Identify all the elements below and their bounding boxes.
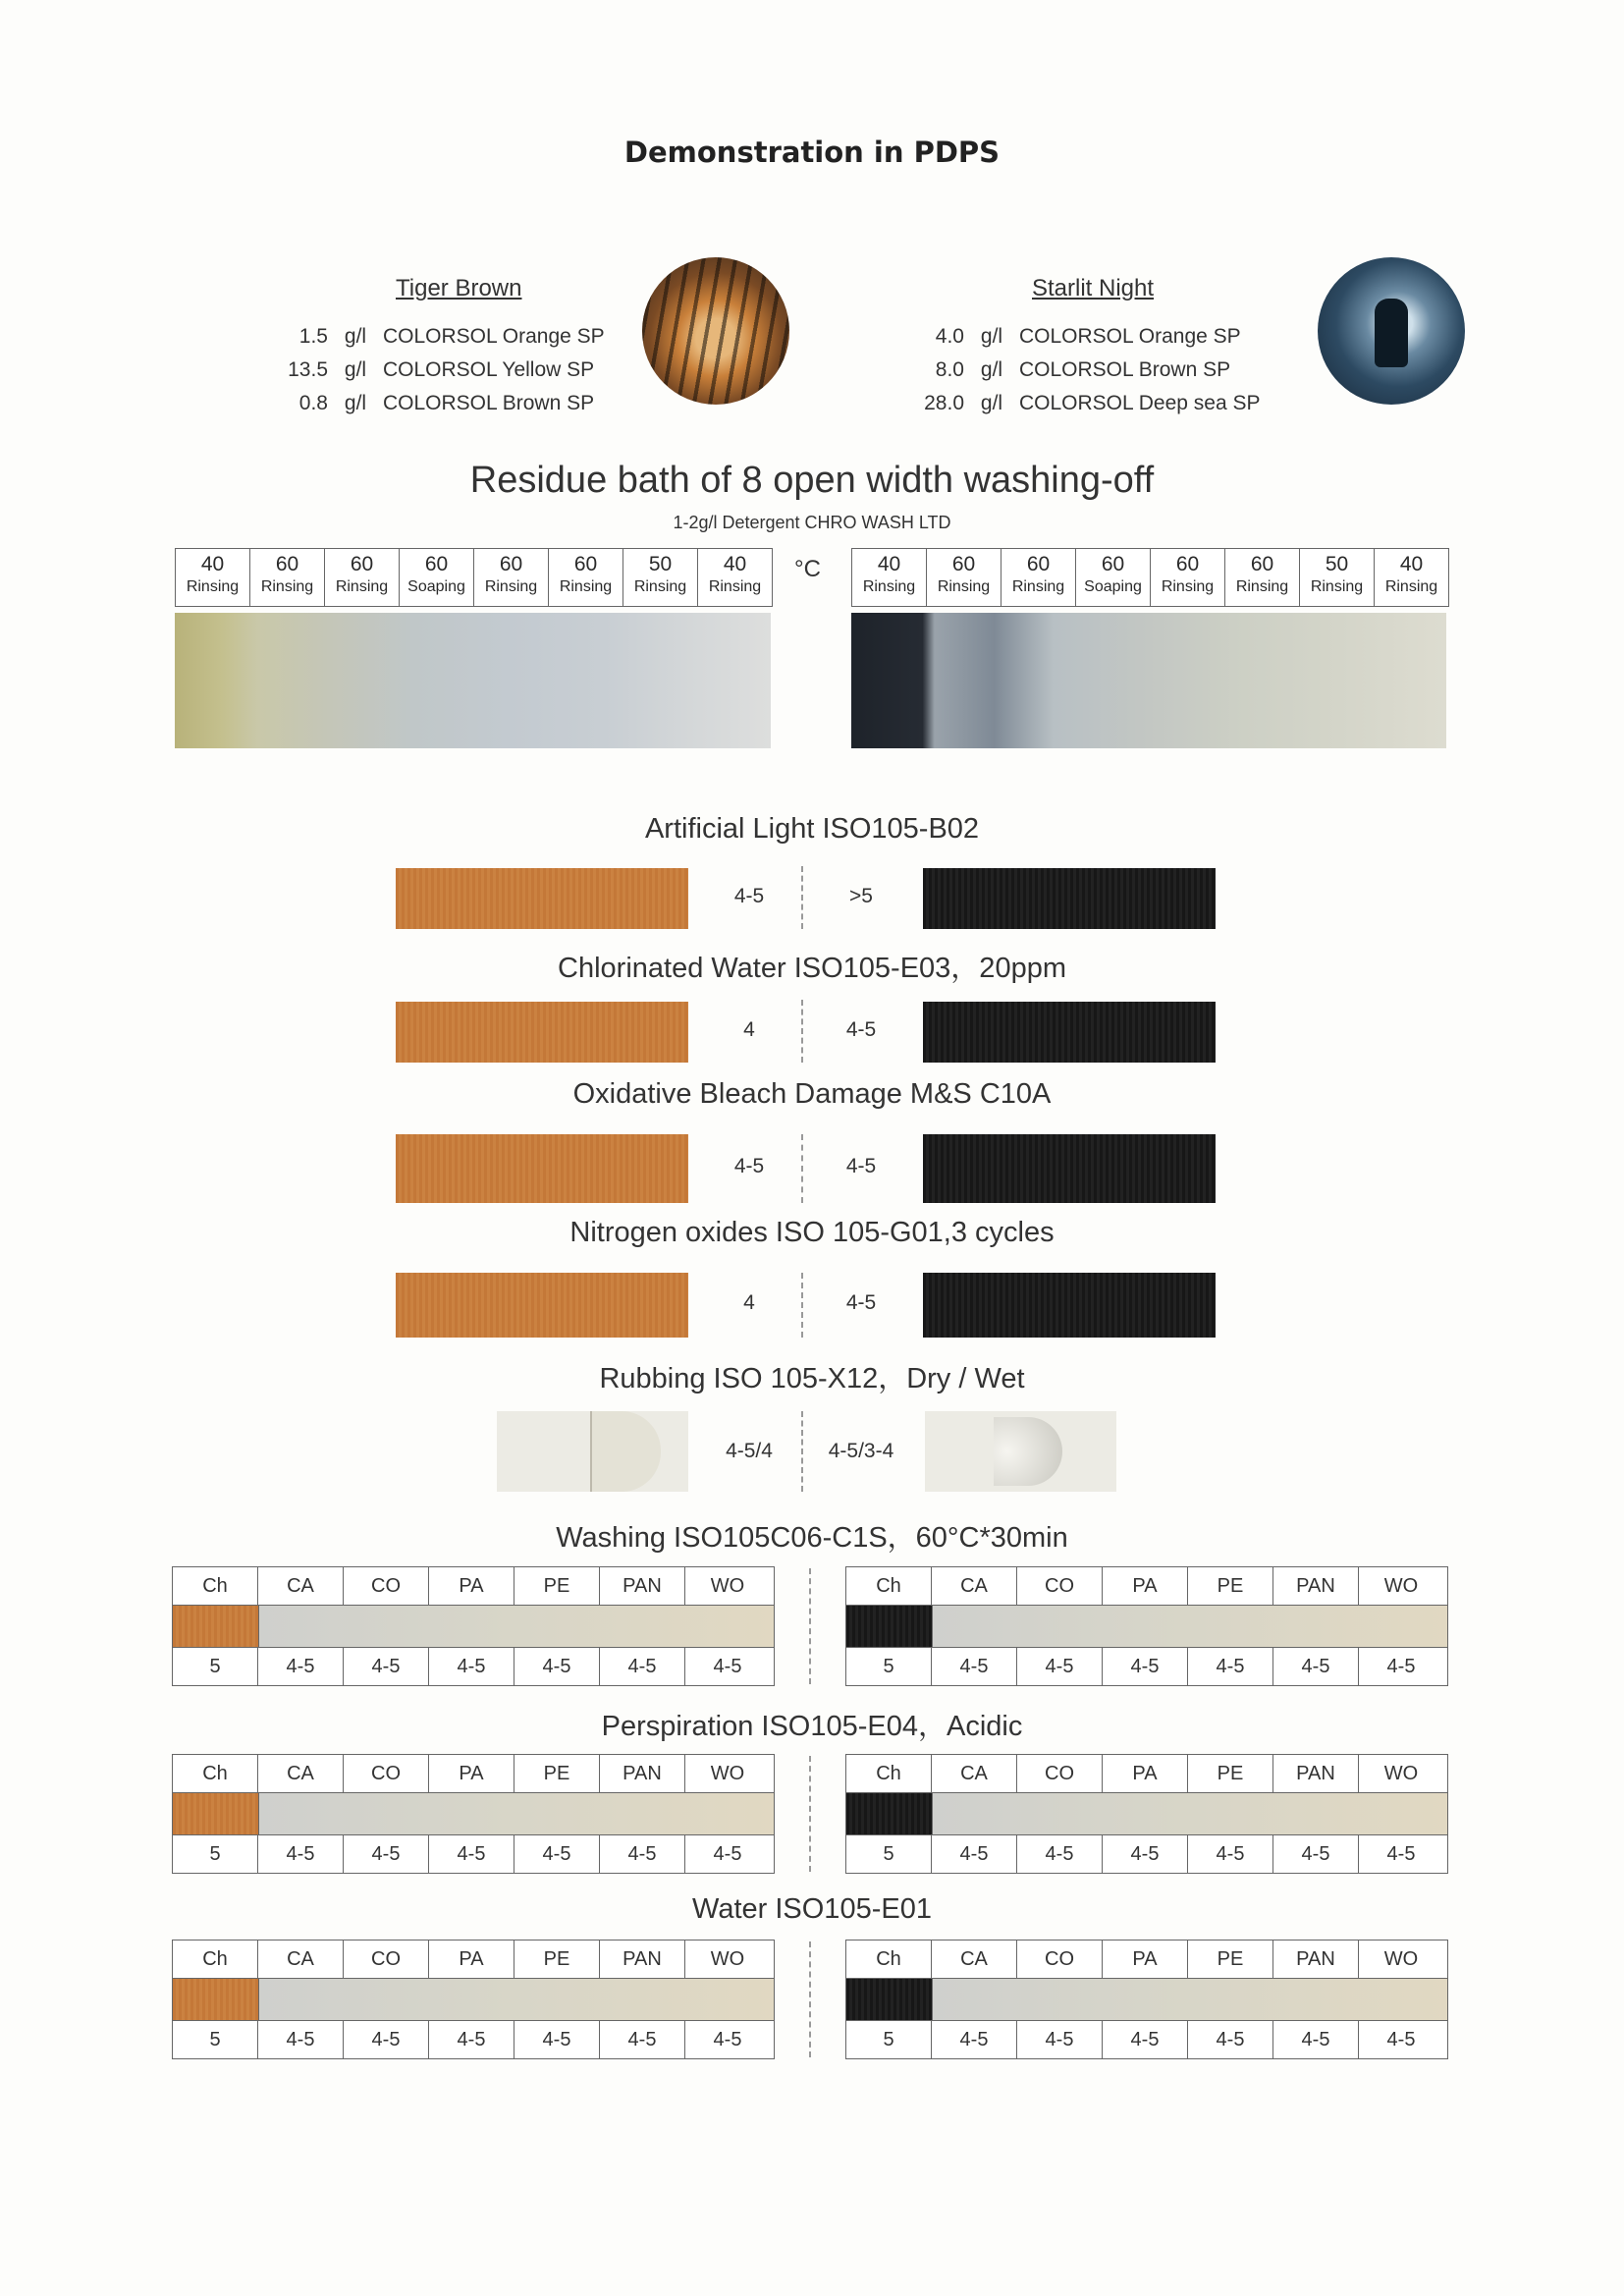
bath-step: 60 Rinsing — [250, 549, 325, 606]
swatch-starlit-night — [923, 1273, 1216, 1338]
multifiber-strip — [173, 1792, 774, 1835]
bath-step: 60 Rinsing — [927, 549, 1001, 606]
grade-right: 4-5 — [845, 1155, 877, 1177]
bath-step: 50 Rinsing — [1300, 549, 1375, 606]
bath-step: 60 Rinsing — [549, 549, 623, 606]
section-title-perspiration: Perspiration ISO105-E04，Acidic — [601, 1711, 1023, 1742]
residue-subtitle: 1-2g/l Detergent CHRO WASH LTD — [673, 513, 951, 532]
bath-step: 60 Rinsing — [1151, 549, 1225, 606]
bath-steps-right — [851, 548, 1449, 607]
rubbing-cloth-starlit-night — [925, 1411, 1116, 1492]
multifiber-strip — [846, 1978, 1447, 2021]
fiber-grade-row: 5 4-5 4-5 4-5 4-5 4-5 4-5 — [173, 1835, 774, 1873]
recipe-row: 8.0 g/l COLORSOL Brown SP — [935, 358, 1231, 381]
recipe-row: 13.5 g/l COLORSOL Yellow SP — [288, 358, 595, 381]
grade-left: 4-5 — [733, 885, 765, 907]
fiber-grade-row: 5 4-5 4-5 4-5 4-5 4-5 4-5 — [846, 2021, 1447, 2058]
recipe-row: 1.5 g/l COLORSOL Orange SP — [298, 325, 605, 348]
multifiber-table-tiger-brown — [172, 1754, 775, 1874]
section-title-rubbing: Rubbing ISO 105-X12，Dry / Wet — [599, 1363, 1025, 1394]
rubbing-cloth-tiger-brown — [497, 1411, 688, 1492]
multifiber-table-starlit-night — [845, 1566, 1448, 1686]
multifiber-table-starlit-night — [845, 1754, 1448, 1874]
recipe-row: 0.8 g/l COLORSOL Brown SP — [298, 392, 595, 414]
divider — [809, 1756, 811, 1872]
fiber-grade-row: 5 4-5 4-5 4-5 4-5 4-5 4-5 — [846, 1648, 1447, 1685]
swatch-tiger-brown — [396, 1273, 688, 1338]
fiber-header-row: Ch CA CO PA PE PAN WO — [173, 1755, 774, 1792]
multifiber-strip — [846, 1792, 1447, 1835]
swatch-starlit-night — [923, 1002, 1216, 1063]
page-title: Demonstration in PDPS — [623, 136, 1001, 169]
bath-step: 60 Rinsing — [474, 549, 549, 606]
residue-strip-starlit-night — [851, 613, 1446, 748]
cyclist-moon-image — [1318, 257, 1465, 405]
bath-step: 60 Rinsing — [1001, 549, 1076, 606]
multifiber-strip — [846, 1605, 1447, 1648]
grade-left: 4 — [743, 1018, 755, 1041]
multifiber-strip — [173, 1605, 774, 1648]
recipe-title-tiger-brown: Tiger Brown — [396, 275, 522, 301]
grade-right: 4-5 — [845, 1018, 877, 1041]
grade-left: 4-5 — [733, 1155, 765, 1177]
bath-steps-left — [175, 548, 773, 607]
residue-title: Residue bath of 8 open width washing-off — [469, 460, 1155, 501]
multifiber-strip — [173, 1978, 774, 2021]
grade-right: >5 — [849, 885, 873, 907]
bath-step: 40 Rinsing — [176, 549, 250, 606]
swatch-tiger-brown — [396, 868, 688, 929]
bath-step: 60 Soaping — [400, 549, 474, 606]
fiber-header-row: Ch CA CO PA PE PAN WO — [846, 1755, 1447, 1792]
bath-step: 40 Rinsing — [708, 553, 762, 595]
grade-left: 4 — [743, 1291, 755, 1314]
grade-right: 4-5 — [845, 1291, 877, 1314]
fiber-grade-row: 5 4-5 4-5 4-5 4-5 4-5 4-5 — [173, 2021, 774, 2058]
bath-step: 60 Rinsing — [1225, 549, 1300, 606]
fiber-grade-row: 5 4-5 4-5 4-5 4-5 4-5 4-5 — [173, 1648, 774, 1685]
section-title-oxidative-bleach: Oxidative Bleach Damage M&S C10A — [572, 1078, 1052, 1110]
divider — [809, 1941, 811, 2057]
recipe-list-starlit-night — [895, 320, 1261, 420]
fiber-header-row: Ch CA CO PA PE PAN WO — [173, 1941, 774, 1978]
swatch-starlit-night — [923, 1134, 1216, 1203]
swatch-tiger-brown — [396, 1134, 688, 1203]
swatch-starlit-night — [923, 868, 1216, 929]
bath-step: 40 Rinsing — [1384, 553, 1438, 595]
swatch-tiger-brown — [396, 1002, 688, 1063]
recipe-row: 28.0 g/l COLORSOL Deep sea SP — [924, 392, 1261, 414]
bath-step: 60 Soaping — [1076, 549, 1151, 606]
bath-step: 60 Rinsing — [325, 549, 400, 606]
section-title-light: Artificial Light ISO105-B02 — [644, 813, 980, 845]
temperature-unit: °C — [794, 556, 821, 582]
fiber-header-row: Ch CA CO PA PE PAN WO — [173, 1567, 774, 1605]
bath-step: 50 Rinsing — [623, 549, 698, 606]
grade-right: 4-5/3-4 — [828, 1440, 894, 1462]
residue-strip-tiger-brown — [175, 613, 771, 748]
section-title-nitrogen-oxides: Nitrogen oxides ISO 105-G01,3 cycles — [569, 1217, 1055, 1248]
recipe-list-tiger-brown — [259, 320, 605, 420]
tiger-image — [642, 257, 789, 405]
bath-step: 40 Rinsing — [852, 549, 927, 606]
divider — [809, 1568, 811, 1684]
section-title-chlorinated-water: Chlorinated Water ISO105-E03，20ppm — [558, 953, 1066, 984]
fiber-header-row: Ch CA CO PA PE PAN WO — [846, 1567, 1447, 1605]
multifiber-table-tiger-brown — [172, 1940, 775, 2059]
fiber-grade-row: 5 4-5 4-5 4-5 4-5 4-5 4-5 — [846, 1835, 1447, 1873]
recipe-title-starlit-night: Starlit Night — [1032, 275, 1155, 301]
fiber-header-row: Ch CA CO PA PE PAN WO — [846, 1941, 1447, 1978]
grade-left: 4-5/4 — [726, 1440, 773, 1462]
section-title-water: Water ISO105-E01 — [692, 1893, 932, 1925]
multifiber-table-starlit-night — [845, 1940, 1448, 2059]
recipe-row: 4.0 g/l COLORSOL Orange SP — [935, 325, 1241, 348]
section-title-washing: Washing ISO105C06-C1S，60°C*30min — [556, 1522, 1068, 1554]
multifiber-table-tiger-brown — [172, 1566, 775, 1686]
